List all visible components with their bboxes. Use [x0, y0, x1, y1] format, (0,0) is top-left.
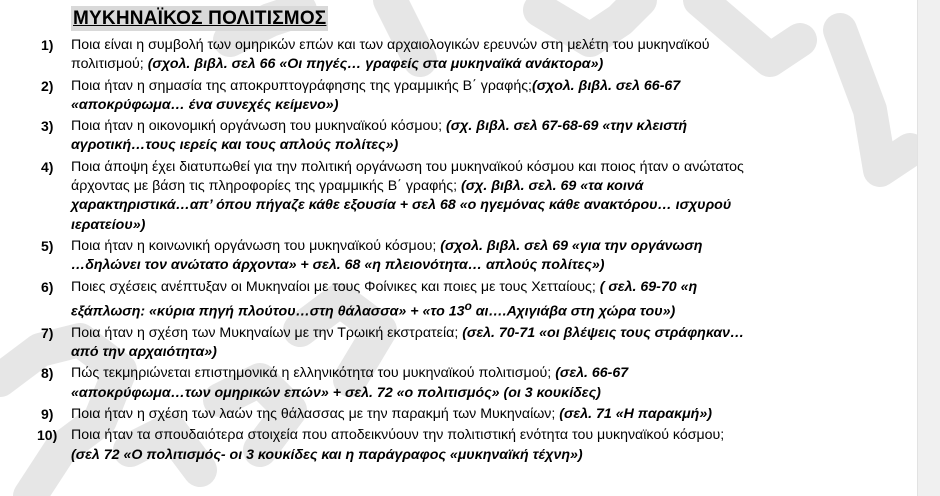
question-text: Ποιες σχέσεις ανέπτυξαν οι Μυκηναίοι με τους Φοίνικες και ποιες με τους Χετταίους; [71, 278, 600, 295]
textbook-reference: «αποκρύφωμα… ένα συνεχές κείμενο») [71, 96, 339, 113]
question-item [0, 77, 831, 116]
question-text: Ποια ήταν η σχέση των λαών της θάλασσας με την παρακμή των Μυκηναίων; [71, 406, 560, 423]
textbook-reference: (σχολ. βιβλ. σελ 66-67 [531, 77, 681, 94]
question-line [71, 384, 831, 403]
textbook-reference: «αποκρύφωμα…των ομηρικών επών» + σελ. 72 «ο πολιτισμός» (οι 3 κουκίδες) [71, 384, 601, 401]
question-item [0, 237, 831, 276]
question-line [71, 405, 831, 424]
question-text: Ποια είναι η συμβολή των ομηρικών επών και των αρχαιολογικών ερευνών στη μελέτη του μυκηναϊκού [71, 37, 710, 53]
question-line [71, 196, 831, 215]
textbook-reference: (σελ. 71 «Η παρακμή») [559, 406, 712, 423]
question-item [0, 426, 831, 465]
textbook-reference: (σελ. 70-71 «οι βλέψεις τους στράφηκαν… [462, 324, 745, 341]
question-number: 4) [41, 158, 54, 175]
textbook-reference: (σελ. 66-67 [555, 365, 629, 382]
question-number: 7) [41, 324, 54, 341]
question-number: 10) [37, 427, 58, 444]
question-line [71, 136, 831, 155]
textbook-reference: (σχ. βιβλ. σελ. 69 «τα κοινά [461, 178, 644, 195]
question-item [0, 324, 831, 363]
textbook-reference: αι….Αχιγιάβα στη χώρα του») [471, 303, 676, 320]
textbook-reference: …δηλώνει τον ανώτατο άρχοντα» + σελ. 68 «η πλειονότητα… απλούς πολίτες») [71, 257, 605, 274]
textbook-reference: (σχ. βιβλ. σελ 67-68-69 «την κλειστή [446, 118, 688, 135]
question-text: Ποια ήταν τα σπουδαιότερα στοιχεία που αποδεικνύουν την πολιτιστική ενότητα του μυκηναϊκού κόσμου; [71, 427, 725, 444]
textbook-reference: ιερατείου») [71, 216, 146, 233]
question-list [0, 36, 918, 467]
question-line [71, 426, 831, 445]
question-text: Ποια ήταν η σχέση των Μυκηναίων με την Τρωική εκστρατεία; [71, 324, 463, 341]
question-item [0, 364, 831, 403]
question-text: Ποια ήταν η κοινωνική οργάνωση του μυκηναϊκού κόσμου; [71, 237, 441, 254]
question-text: Πώς τεκμηριώνεται επιστημονικά η ελληνικότητα του μυκηναϊκού πολιτισμού; [71, 365, 556, 382]
question-line [71, 364, 831, 383]
question-line [71, 55, 831, 74]
document-title: ΜΥΚΗΝΑΪΚΟΣ ΠΟΛΙΤΙΣΜΟΣ [73, 8, 327, 29]
question-line [71, 324, 831, 343]
question-line [71, 117, 831, 136]
question-number: 6) [41, 278, 54, 295]
question-line [71, 343, 831, 362]
question-line [71, 158, 831, 177]
question-line [71, 237, 831, 256]
textbook-reference: από την αρχαιότητα») [71, 344, 217, 361]
question-line [71, 177, 831, 196]
question-number: 8) [41, 365, 54, 382]
question-text: πολιτισμού; [71, 56, 148, 73]
question-line [71, 446, 831, 465]
question-line [71, 256, 831, 275]
question-line [71, 278, 831, 297]
vertical-scrollbar[interactable] [917, 0, 940, 496]
question-number: 5) [41, 237, 54, 254]
question-line [71, 297, 831, 322]
question-item [0, 278, 831, 322]
question-text: Ποια ήταν η σημασία της αποκρυπτογράφησης της γραμμικής Β΄ γραφής; [71, 77, 532, 94]
question-number: 2) [41, 77, 54, 94]
question-number: 1) [41, 37, 54, 53]
question-item [0, 158, 831, 235]
question-number: 9) [41, 406, 54, 423]
question-item [0, 117, 831, 156]
superscript-text: ο [464, 298, 472, 313]
question-line [71, 216, 831, 235]
question-line [71, 77, 831, 96]
question-text: Ποια ήταν η οικονομική οργάνωση του μυκηναϊκού κόσμου; [71, 118, 447, 135]
textbook-reference: (σχολ. βιβλ. σελ 66 «Οι πηγές… γραφείς στα μυκηναϊκά ανάκτορα») [147, 56, 604, 73]
textbook-reference: χαρακτηριστικά…απ’ όπου πήγαζε κάθε εξουσία + σελ 68 «ο ηγεμόνας κάθε ανακτόρου… ισχυρού [71, 197, 732, 214]
textbook-reference: αγροτική…τους ιερείς και τους απλούς πολίτες») [71, 137, 399, 154]
question-text: άρχοντας με βάση τις πληροφορίες της γραμμικής Β΄ γραφής; [71, 178, 461, 195]
question-line [71, 36, 831, 55]
question-item [0, 405, 831, 424]
question-text: Ποια άποψη έχει διατυπωθεί για την πολιτική οργάνωση του μυκηναϊκού κόσμου και ποιος ήταν ο ανώτατος [71, 158, 744, 175]
textbook-reference: εξάπλωση: «κύρια πηγή πλούτου…στη θάλασσα» + «το 13 [71, 303, 465, 320]
question-item [0, 36, 831, 75]
question-number: 3) [41, 118, 54, 135]
textbook-reference: ( σελ. 69-70 «η [599, 278, 698, 295]
textbook-reference: (σελ 72 «Ο πολιτισμός- οι 3 κουκίδες και η παράγραφος «μυκηναϊκή τέχνη») [71, 446, 583, 463]
textbook-reference: (σχολ. βιβλ. σελ 69 «για την οργάνωση [440, 237, 703, 254]
question-line [71, 96, 831, 115]
